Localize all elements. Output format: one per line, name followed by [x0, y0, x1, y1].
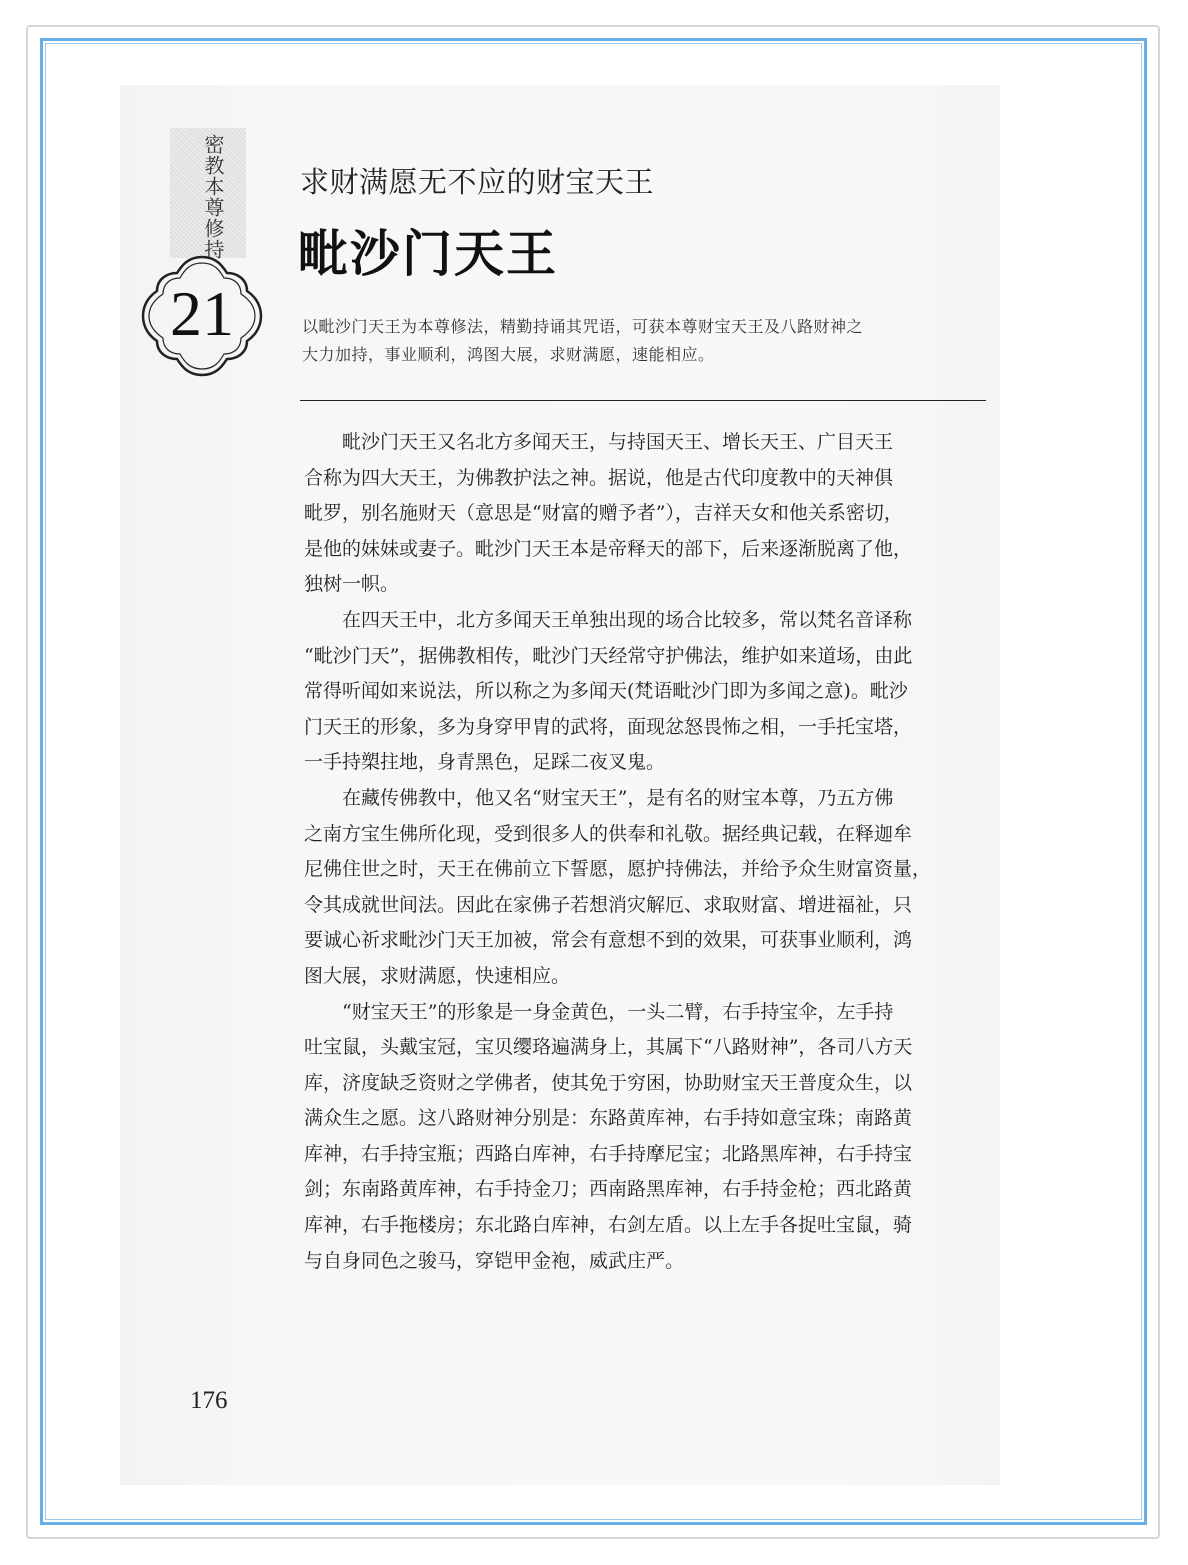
paragraph-2 — [304, 603, 994, 781]
body-line: 要诚心祈求毗沙门天王加被，常会有意想不到的效果，可获事业顺利，鸿 — [304, 929, 913, 952]
intro-line: 大力加持，事业顺利，鸿图大展，求财满愿，速能相应。 — [302, 345, 715, 364]
body-line: 毗沙门天王又名北方多闻天王，与持国天王、增长天王、广目天王 — [304, 431, 894, 453]
body-line: 在藏传佛教中，他又名“财宝天王”，是有名的财宝本尊，乃五方佛 — [304, 786, 894, 809]
body-line: “毗沙门天”，据佛教相传，毗沙门天经常守护佛法，维护如来道场，由此 — [304, 644, 913, 667]
section-divider — [300, 400, 986, 401]
body-line: 尼佛住世之时，天王在佛前立下誓愿，愿护持佛法，并给予众生财富资量， — [304, 858, 932, 881]
body-line: 毗罗，别名施财天（意思是“财富的赠予者”），吉祥天女和他关系密切， — [304, 502, 903, 525]
series-label: 密教本尊修持 — [201, 134, 225, 260]
paragraph-3 — [304, 781, 994, 995]
body-line: 库神，右手拖楼房；东北路白库神，右剑左盾。以上左手各捉吐宝鼠，骑 — [304, 1214, 913, 1237]
body-text — [304, 425, 994, 1279]
paragraph-1 — [304, 425, 994, 603]
body-line: 库，济度缺乏资财之学佛者，使其免于穷困，协助财宝天王普度众生，以 — [304, 1071, 913, 1094]
body-line: 库神，右手持宝瓶；西路白库神，右手持摩尼宝；北路黑库神，右手持宝 — [304, 1142, 913, 1165]
body-line: 一手持槊拄地，身青黑色，足踩二夜叉鬼。 — [304, 751, 666, 774]
paragraph-4 — [304, 995, 994, 1280]
body-line: 独树一帜。 — [304, 573, 400, 596]
intro-line: 以毗沙门天王为本尊修法，精勤持诵其咒语，可获本尊财宝天王及八路财神之 — [302, 317, 864, 336]
chapter-subtitle: 求财满愿无不应的财宝天王 — [300, 165, 655, 199]
body-line: 门天王的形象，多为身穿甲胄的武将，面现忿怒畏怖之相，一手托宝塔， — [304, 715, 913, 738]
chapter-title: 毗沙门天王 — [298, 225, 558, 283]
body-line: 图大展，求财满愿，快速相应。 — [304, 964, 571, 987]
intro-summary — [302, 313, 992, 369]
chapter-number: 21 — [170, 278, 234, 349]
body-line: 合称为四大天王，为佛教护法之神。据说，他是古代印度教中的天神俱 — [304, 466, 894, 489]
body-line: 是他的妹妹或妻子。毗沙门天王本是帝释天的部下，后来逐渐脱离了他， — [304, 537, 913, 560]
body-line: 在四天王中，北方多闻天王单独出现的场合比较多，常以梵名音译称 — [304, 608, 913, 631]
body-line: 令其成就世间法。因此在家佛子若想消灾解厄、求取财富、增进福祉，只 — [304, 893, 913, 916]
body-line: 满众生之愿。这八路财神分别是：东路黄库神，右手持如意宝珠；南路黄 — [304, 1107, 913, 1130]
body-line: “财宝天王”的形象是一身金黄色，一头二臂，右手持宝伞，左手持 — [304, 1000, 894, 1023]
body-line: 吐宝鼠，头戴宝冠，宝贝缨珞遍满身上，其属下“八路财神”，各司八方天 — [304, 1036, 913, 1059]
body-line: 之南方宝生佛所化现，受到很多人的供奉和礼敬。据经典记载，在释迦牟 — [304, 822, 913, 845]
page-number: 176 — [190, 1387, 228, 1414]
body-line: 剑；东南路黄库神，右手持金刀；西南路黑库神，右手持金枪；西北路黄 — [304, 1178, 913, 1201]
body-line: 与自身同色之骏马，穿铠甲金袍，威武庄严。 — [304, 1249, 685, 1272]
body-line: 常得听闻如来说法，所以称之为多闻天(梵语毗沙门即为多闻之意)。毗沙 — [304, 680, 908, 703]
